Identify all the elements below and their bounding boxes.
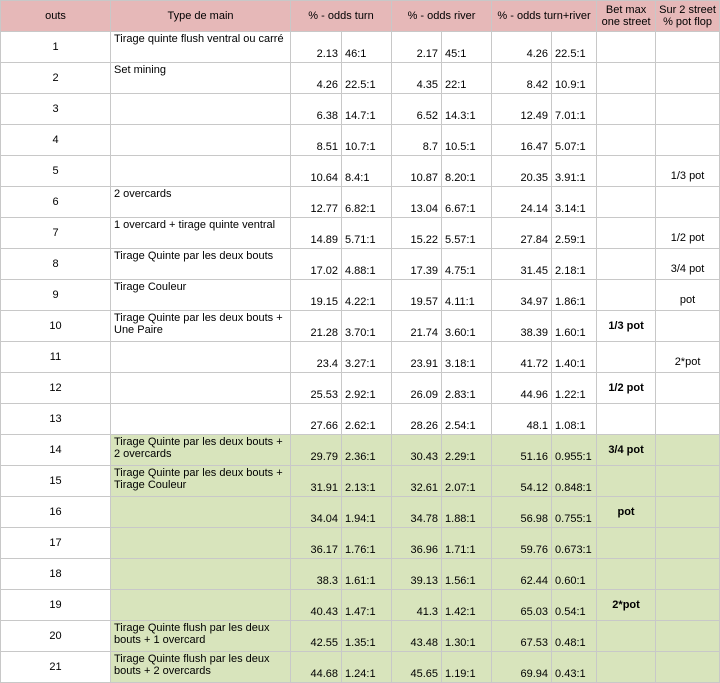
cell-turn-odds[interactable]: 10.7:1 [342,125,392,156]
cell-two-street[interactable]: 1/3 pot [656,156,720,187]
cell-river-odds[interactable]: 10.5:1 [442,125,492,156]
cell-turn-river-pct[interactable]: 8.42 [492,63,552,94]
cell-hand-type[interactable] [111,125,291,156]
cell-turn-river-pct[interactable]: 67.53 [492,621,552,652]
table-row [1,311,720,342]
cell-outs[interactable]: 14 [1,435,111,466]
cell-outs[interactable]: 6 [1,187,111,218]
cell-hand-type[interactable] [111,497,291,528]
cell-bet-max[interactable]: 1/3 pot [597,311,656,342]
cell-river-odds[interactable]: 1.19:1 [442,652,492,683]
cell-turn-odds[interactable]: 1.47:1 [342,590,392,621]
cell-turn-pct[interactable]: 38.3 [291,559,342,590]
cell-hand-type[interactable]: Set mining [111,63,291,94]
cell-turn-pct[interactable]: 21.28 [291,311,342,342]
cell-turn-river-pct[interactable]: 62.44 [492,559,552,590]
cell-river-pct[interactable]: 8.7 [392,125,442,156]
cell-river-pct[interactable]: 43.48 [392,621,442,652]
cell-turn-pct[interactable]: 10.64 [291,156,342,187]
cell-hand-type[interactable]: Tirage Quinte par les deux bouts [111,249,291,280]
cell-turn-pct[interactable]: 42.55 [291,621,342,652]
cell-hand-type[interactable] [111,404,291,435]
table-row [1,466,720,497]
cell-turn-river-pct[interactable]: 65.03 [492,590,552,621]
cell-turn-river-pct[interactable]: 54.12 [492,466,552,497]
cell-hand-type[interactable]: 2 overcards [111,187,291,218]
cell-two-street[interactable] [656,373,720,404]
table-row [1,652,720,683]
table-row [1,342,720,373]
cell-bet-max[interactable] [597,621,656,652]
header-river[interactable]: % - odds river [392,1,492,32]
table-row [1,94,720,125]
header-row [1,1,720,32]
header-outs[interactable]: outs [1,1,111,32]
cell-outs[interactable]: 19 [1,590,111,621]
cell-turn-river-odds[interactable]: 3.14:1 [552,187,597,218]
cell-turn-river-odds[interactable]: 1.86:1 [552,280,597,311]
table-row [1,187,720,218]
cell-river-pct[interactable]: 32.61 [392,466,442,497]
table-row [1,559,720,590]
cell-river-pct[interactable]: 41.3 [392,590,442,621]
cell-turn-river-pct[interactable]: 41.72 [492,342,552,373]
cell-outs[interactable]: 7 [1,218,111,249]
cell-outs[interactable]: 3 [1,94,111,125]
cell-turn-pct[interactable]: 40.43 [291,590,342,621]
cell-river-pct[interactable]: 28.26 [392,404,442,435]
cell-turn-pct[interactable]: 19.15 [291,280,342,311]
cell-bet-max[interactable]: pot [597,497,656,528]
cell-bet-max[interactable] [597,559,656,590]
cell-two-street[interactable]: 3/4 pot [656,249,720,280]
cell-bet-max[interactable] [597,466,656,497]
cell-river-odds[interactable]: 2.29:1 [442,435,492,466]
cell-two-street[interactable]: 1/2 pot [656,218,720,249]
cell-turn-pct[interactable]: 4.26 [291,63,342,94]
cell-river-odds[interactable]: 22:1 [442,63,492,94]
cell-turn-river-odds[interactable]: 0.48:1 [552,621,597,652]
cell-river-pct[interactable]: 15.22 [392,218,442,249]
table-row [1,373,720,404]
cell-river-pct[interactable]: 4.35 [392,63,442,94]
cell-outs[interactable]: 16 [1,497,111,528]
cell-two-street[interactable] [656,466,720,497]
cell-bet-max[interactable] [597,404,656,435]
cell-two-street[interactable] [656,590,720,621]
table-row [1,590,720,621]
cell-turn-river-odds[interactable]: 1.40:1 [552,342,597,373]
cell-turn-river-pct[interactable]: 31.45 [492,249,552,280]
cell-bet-max[interactable] [597,125,656,156]
cell-turn-odds[interactable]: 1.24:1 [342,652,392,683]
cell-river-pct[interactable]: 13.04 [392,187,442,218]
cell-hand-type[interactable] [111,528,291,559]
cell-river-odds[interactable]: 1.42:1 [442,590,492,621]
cell-turn-river-odds[interactable]: 5.07:1 [552,125,597,156]
cell-turn-pct[interactable]: 2.13 [291,32,342,63]
cell-river-pct[interactable]: 19.57 [392,280,442,311]
cell-hand-type[interactable] [111,373,291,404]
cell-two-street[interactable] [656,652,720,683]
cell-hand-type[interactable]: Tirage Quinte flush par les deux bouts + 2 overcards [111,652,291,683]
cell-two-street[interactable] [656,621,720,652]
cell-bet-max[interactable] [597,32,656,63]
cell-turn-odds[interactable]: 4.88:1 [342,249,392,280]
cell-river-odds[interactable]: 5.57:1 [442,218,492,249]
cell-hand-type[interactable] [111,342,291,373]
cell-river-pct[interactable]: 17.39 [392,249,442,280]
cell-river-odds[interactable]: 14.3:1 [442,94,492,125]
cell-river-odds[interactable]: 3.60:1 [442,311,492,342]
cell-two-street[interactable] [656,187,720,218]
table-row [1,621,720,652]
cell-two-street[interactable] [656,311,720,342]
cell-turn-river-odds[interactable]: 2.59:1 [552,218,597,249]
cell-turn-river-pct[interactable]: 27.84 [492,218,552,249]
cell-outs[interactable]: 8 [1,249,111,280]
cell-turn-odds[interactable]: 2.92:1 [342,373,392,404]
cell-river-odds[interactable]: 4.11:1 [442,280,492,311]
table-row [1,404,720,435]
cell-turn-odds[interactable]: 22.5:1 [342,63,392,94]
cell-river-pct[interactable]: 39.13 [392,559,442,590]
cell-river-odds[interactable]: 6.67:1 [442,187,492,218]
cell-two-street[interactable] [656,63,720,94]
cell-turn-river-odds[interactable]: 0.673:1 [552,528,597,559]
cell-turn-odds[interactable]: 46:1 [342,32,392,63]
cell-two-street[interactable]: pot [656,280,720,311]
cell-river-pct[interactable]: 45.65 [392,652,442,683]
cell-turn-river-pct[interactable]: 48.1 [492,404,552,435]
cell-turn-odds[interactable]: 6.82:1 [342,187,392,218]
cell-turn-river-pct[interactable]: 69.94 [492,652,552,683]
cell-turn-river-odds[interactable]: 3.91:1 [552,156,597,187]
cell-turn-river-pct[interactable]: 16.47 [492,125,552,156]
cell-turn-odds[interactable]: 1.35:1 [342,621,392,652]
table-row [1,528,720,559]
cell-river-pct[interactable]: 36.96 [392,528,442,559]
cell-turn-river-pct[interactable]: 4.26 [492,32,552,63]
cell-river-pct[interactable]: 34.78 [392,497,442,528]
cell-outs[interactable]: 15 [1,466,111,497]
cell-turn-pct[interactable]: 8.51 [291,125,342,156]
cell-river-odds[interactable]: 2.07:1 [442,466,492,497]
cell-two-street[interactable] [656,528,720,559]
cell-river-pct[interactable]: 10.87 [392,156,442,187]
cell-turn-odds[interactable]: 3.70:1 [342,311,392,342]
cell-two-street[interactable] [656,435,720,466]
table-row [1,497,720,528]
table-row [1,63,720,94]
cell-turn-pct[interactable]: 34.04 [291,497,342,528]
cell-outs[interactable]: 20 [1,621,111,652]
cell-two-street[interactable] [656,497,720,528]
cell-turn-pct[interactable]: 27.66 [291,404,342,435]
cell-turn-pct[interactable]: 17.02 [291,249,342,280]
header-turn[interactable]: % - odds turn [291,1,392,32]
cell-two-street[interactable]: 2*pot [656,342,720,373]
cell-hand-type[interactable]: Tirage Quinte flush par les deux bouts + 1 overcard [111,621,291,652]
cell-turn-pct[interactable]: 14.89 [291,218,342,249]
cell-turn-river-odds[interactable]: 0.54:1 [552,590,597,621]
cell-hand-type[interactable]: Tirage Quinte par les deux bouts + 2 overcards [111,435,291,466]
cell-bet-max[interactable] [597,156,656,187]
cell-river-pct[interactable]: 26.09 [392,373,442,404]
cell-outs[interactable]: 5 [1,156,111,187]
cell-turn-odds[interactable]: 8.4:1 [342,156,392,187]
cell-turn-odds[interactable]: 3.27:1 [342,342,392,373]
cell-turn-river-pct[interactable]: 59.76 [492,528,552,559]
header-bet-max[interactable]: Bet max one street [597,1,656,32]
cell-river-odds[interactable]: 1.71:1 [442,528,492,559]
cell-hand-type[interactable]: Tirage Quinte par les deux bouts + Tirage Couleur [111,466,291,497]
cell-turn-pct[interactable]: 23.4 [291,342,342,373]
header-two-street[interactable]: Sur 2 street % pot flop [656,1,720,32]
cell-turn-pct[interactable]: 31.91 [291,466,342,497]
cell-two-street[interactable] [656,125,720,156]
cell-outs[interactable]: 12 [1,373,111,404]
cell-river-pct[interactable]: 6.52 [392,94,442,125]
cell-river-pct[interactable]: 2.17 [392,32,442,63]
table-row [1,156,720,187]
cell-river-odds[interactable]: 1.88:1 [442,497,492,528]
cell-turn-river-odds[interactable]: 1.60:1 [552,311,597,342]
cell-turn-river-odds[interactable]: 1.08:1 [552,404,597,435]
cell-outs[interactable]: 13 [1,404,111,435]
cell-turn-pct[interactable]: 44.68 [291,652,342,683]
cell-turn-odds[interactable]: 1.61:1 [342,559,392,590]
cell-turn-odds[interactable]: 1.76:1 [342,528,392,559]
cell-river-odds[interactable]: 4.75:1 [442,249,492,280]
cell-turn-river-pct[interactable]: 44.96 [492,373,552,404]
cell-bet-max[interactable]: 2*pot [597,590,656,621]
cell-hand-type[interactable] [111,94,291,125]
cell-bet-max[interactable] [597,528,656,559]
cell-outs[interactable]: 17 [1,528,111,559]
cell-turn-pct[interactable]: 29.79 [291,435,342,466]
cell-bet-max[interactable] [597,280,656,311]
cell-bet-max[interactable] [597,187,656,218]
cell-turn-odds[interactable]: 1.94:1 [342,497,392,528]
cell-outs[interactable]: 10 [1,311,111,342]
cell-hand-type[interactable]: 1 overcard + tirage quinte ventral [111,218,291,249]
table-row [1,435,720,466]
cell-river-odds[interactable]: 1.56:1 [442,559,492,590]
cell-bet-max[interactable]: 1/2 pot [597,373,656,404]
cell-outs[interactable]: 18 [1,559,111,590]
cell-turn-river-odds[interactable]: 2.18:1 [552,249,597,280]
cell-hand-type[interactable] [111,156,291,187]
cell-outs[interactable]: 4 [1,125,111,156]
cell-outs[interactable]: 11 [1,342,111,373]
cell-turn-river-odds[interactable]: 0.755:1 [552,497,597,528]
cell-river-pct[interactable]: 21.74 [392,311,442,342]
cell-turn-river-odds[interactable]: 0.848:1 [552,466,597,497]
cell-hand-type[interactable]: Tirage Couleur [111,280,291,311]
cell-bet-max[interactable]: 3/4 pot [597,435,656,466]
cell-river-odds[interactable]: 1.30:1 [442,621,492,652]
cell-turn-river-pct[interactable]: 34.97 [492,280,552,311]
cell-river-pct[interactable]: 23.91 [392,342,442,373]
cell-turn-river-odds[interactable]: 1.22:1 [552,373,597,404]
cell-outs[interactable]: 1 [1,32,111,63]
cell-river-odds[interactable]: 3.18:1 [442,342,492,373]
cell-hand-type[interactable] [111,559,291,590]
cell-turn-river-odds[interactable]: 0.955:1 [552,435,597,466]
cell-turn-river-pct[interactable]: 51.16 [492,435,552,466]
cell-turn-river-pct[interactable]: 24.14 [492,187,552,218]
cell-bet-max[interactable] [597,652,656,683]
table-row [1,280,720,311]
cell-turn-odds[interactable]: 2.62:1 [342,404,392,435]
cell-turn-pct[interactable]: 6.38 [291,94,342,125]
cell-turn-odds[interactable]: 4.22:1 [342,280,392,311]
cell-river-odds[interactable]: 45:1 [442,32,492,63]
cell-outs[interactable]: 2 [1,63,111,94]
cell-turn-river-odds[interactable]: 0.43:1 [552,652,597,683]
cell-two-street[interactable] [656,404,720,435]
cell-river-odds[interactable]: 8.20:1 [442,156,492,187]
cell-hand-type[interactable] [111,590,291,621]
cell-river-pct[interactable]: 30.43 [392,435,442,466]
cell-bet-max[interactable] [597,218,656,249]
cell-outs[interactable]: 21 [1,652,111,683]
cell-turn-odds[interactable]: 5.71:1 [342,218,392,249]
cell-turn-pct[interactable]: 12.77 [291,187,342,218]
table-row [1,249,720,280]
table-row [1,32,720,63]
cell-turn-river-odds[interactable]: 7.01:1 [552,94,597,125]
header-turn-river[interactable]: % - odds turn+river [492,1,597,32]
cell-turn-river-pct[interactable]: 56.98 [492,497,552,528]
cell-turn-river-odds[interactable]: 10.9:1 [552,63,597,94]
cell-river-odds[interactable]: 2.54:1 [442,404,492,435]
cell-bet-max[interactable] [597,94,656,125]
cell-two-street[interactable] [656,94,720,125]
cell-hand-type[interactable]: Tirage Quinte par les deux bouts + Une Paire [111,311,291,342]
cell-turn-river-odds[interactable]: 0.60:1 [552,559,597,590]
cell-river-odds[interactable]: 2.83:1 [442,373,492,404]
cell-turn-river-pct[interactable]: 12.49 [492,94,552,125]
cell-turn-odds[interactable]: 2.13:1 [342,466,392,497]
cell-turn-river-odds[interactable]: 22.5:1 [552,32,597,63]
cell-two-street[interactable] [656,32,720,63]
table-row [1,125,720,156]
cell-bet-max[interactable] [597,63,656,94]
cell-turn-pct[interactable]: 25.53 [291,373,342,404]
cell-turn-pct[interactable]: 36.17 [291,528,342,559]
cell-turn-odds[interactable]: 2.36:1 [342,435,392,466]
cell-turn-odds[interactable]: 14.7:1 [342,94,392,125]
header-type[interactable]: Type de main [111,1,291,32]
cell-turn-river-pct[interactable]: 20.35 [492,156,552,187]
cell-outs[interactable]: 9 [1,280,111,311]
cell-bet-max[interactable] [597,249,656,280]
cell-turn-river-pct[interactable]: 38.39 [492,311,552,342]
cell-bet-max[interactable] [597,342,656,373]
cell-hand-type[interactable]: Tirage quinte flush ventral ou carré [111,32,291,63]
cell-two-street[interactable] [656,559,720,590]
table-row [1,218,720,249]
